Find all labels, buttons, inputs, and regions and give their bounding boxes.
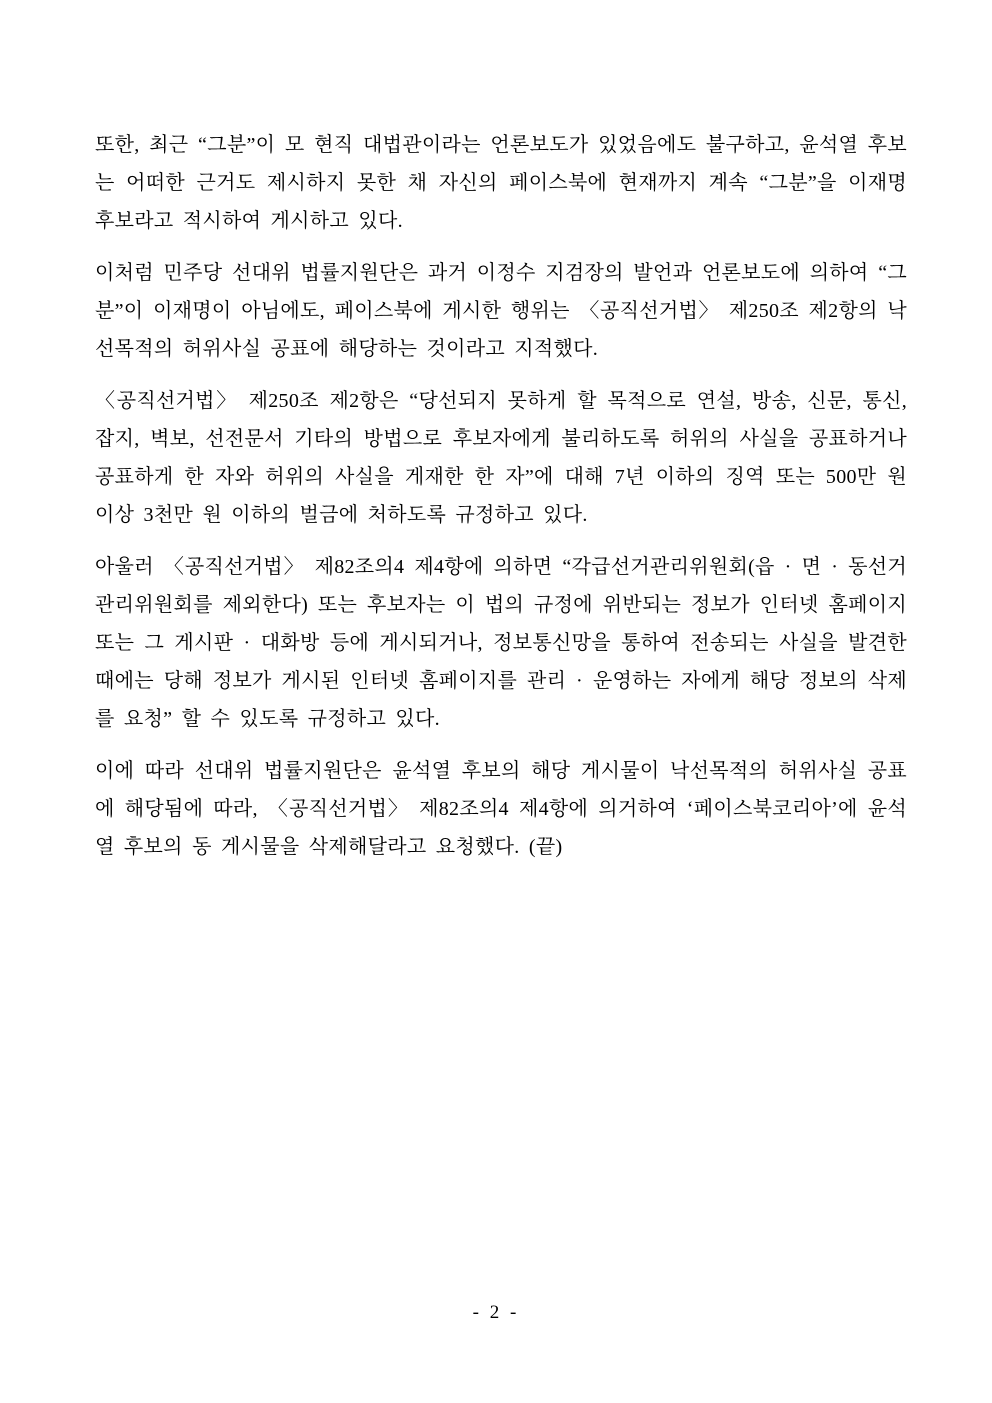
paragraph-3: 〈공직선거법〉 제250조 제2항은 “당선되지 못하게 할 목적으로 연설, 방송, 신문, 통신, 잡지, 벽보, 선전문서 기타의 방법으로 후보자에게 불리하도록 허위의 사실을 공표하거나 공표하게 한 자와 허위의 사실을 게재한 한 자”에 대해 7년 이하의 징역 또는 500만 원 이상 3천만 원 이하의 벌금에 처하도록 규정하고 있다. (95, 390, 907, 526)
page-number: - 2 - (472, 1302, 520, 1323)
paragraph-2: 이처럼 민주당 선대위 법률지원단은 과거 이정수 지검장의 발언과 언론보도에 의하여 “그분”이 이재명이 아님에도, 페이스북에 게시한 행위는 〈공직선거법〉 제250조 제2항의 낙선목적의 허위사실 공표에 해당하는 것이라고 지적했다. (95, 262, 907, 360)
paragraph-4: 아울러 〈공직선거법〉 제82조의4 제4항에 의하면 “각급선거관리위원회(읍 · 면 · 동선거관리위원회를 제외한다) 또는 후보자는 이 법의 규정에 위반되는 정보가 인터넷 홈페이지 또는 그 게시판 · 대화방 등에 게시되거나, 정보통신망을 통하여 전송되는 사실을 발견한 때에는 당해 정보가 게시된 인터넷 홈페이지를 관리 · 운영하는 자에게 해당 정보의 삭제를 요청” 할 수 있도록 규정하고 있다. (95, 556, 907, 730)
paragraph-5: 이에 따라 선대위 법률지원단은 윤석열 후보의 해당 게시물이 낙선목적의 허위사실 공표에 해당됨에 따라, 〈공직선거법〉 제82조의4 제4항에 의거하여 ‘페이스북코리아’에 윤석열 후보의 동 게시물을 삭제해달라고 요청했다. (끝) (95, 760, 907, 858)
document-body (95, 126, 907, 880)
paragraph-1: 또한, 최근 “그분”이 모 현직 대법관이라는 언론보도가 있었음에도 불구하고, 윤석열 후보는 어떠한 근거도 제시하지 못한 채 자신의 페이스북에 현재까지 계속 “그분”을 이재명 후보라고 적시하여 게시하고 있다. (95, 134, 907, 232)
